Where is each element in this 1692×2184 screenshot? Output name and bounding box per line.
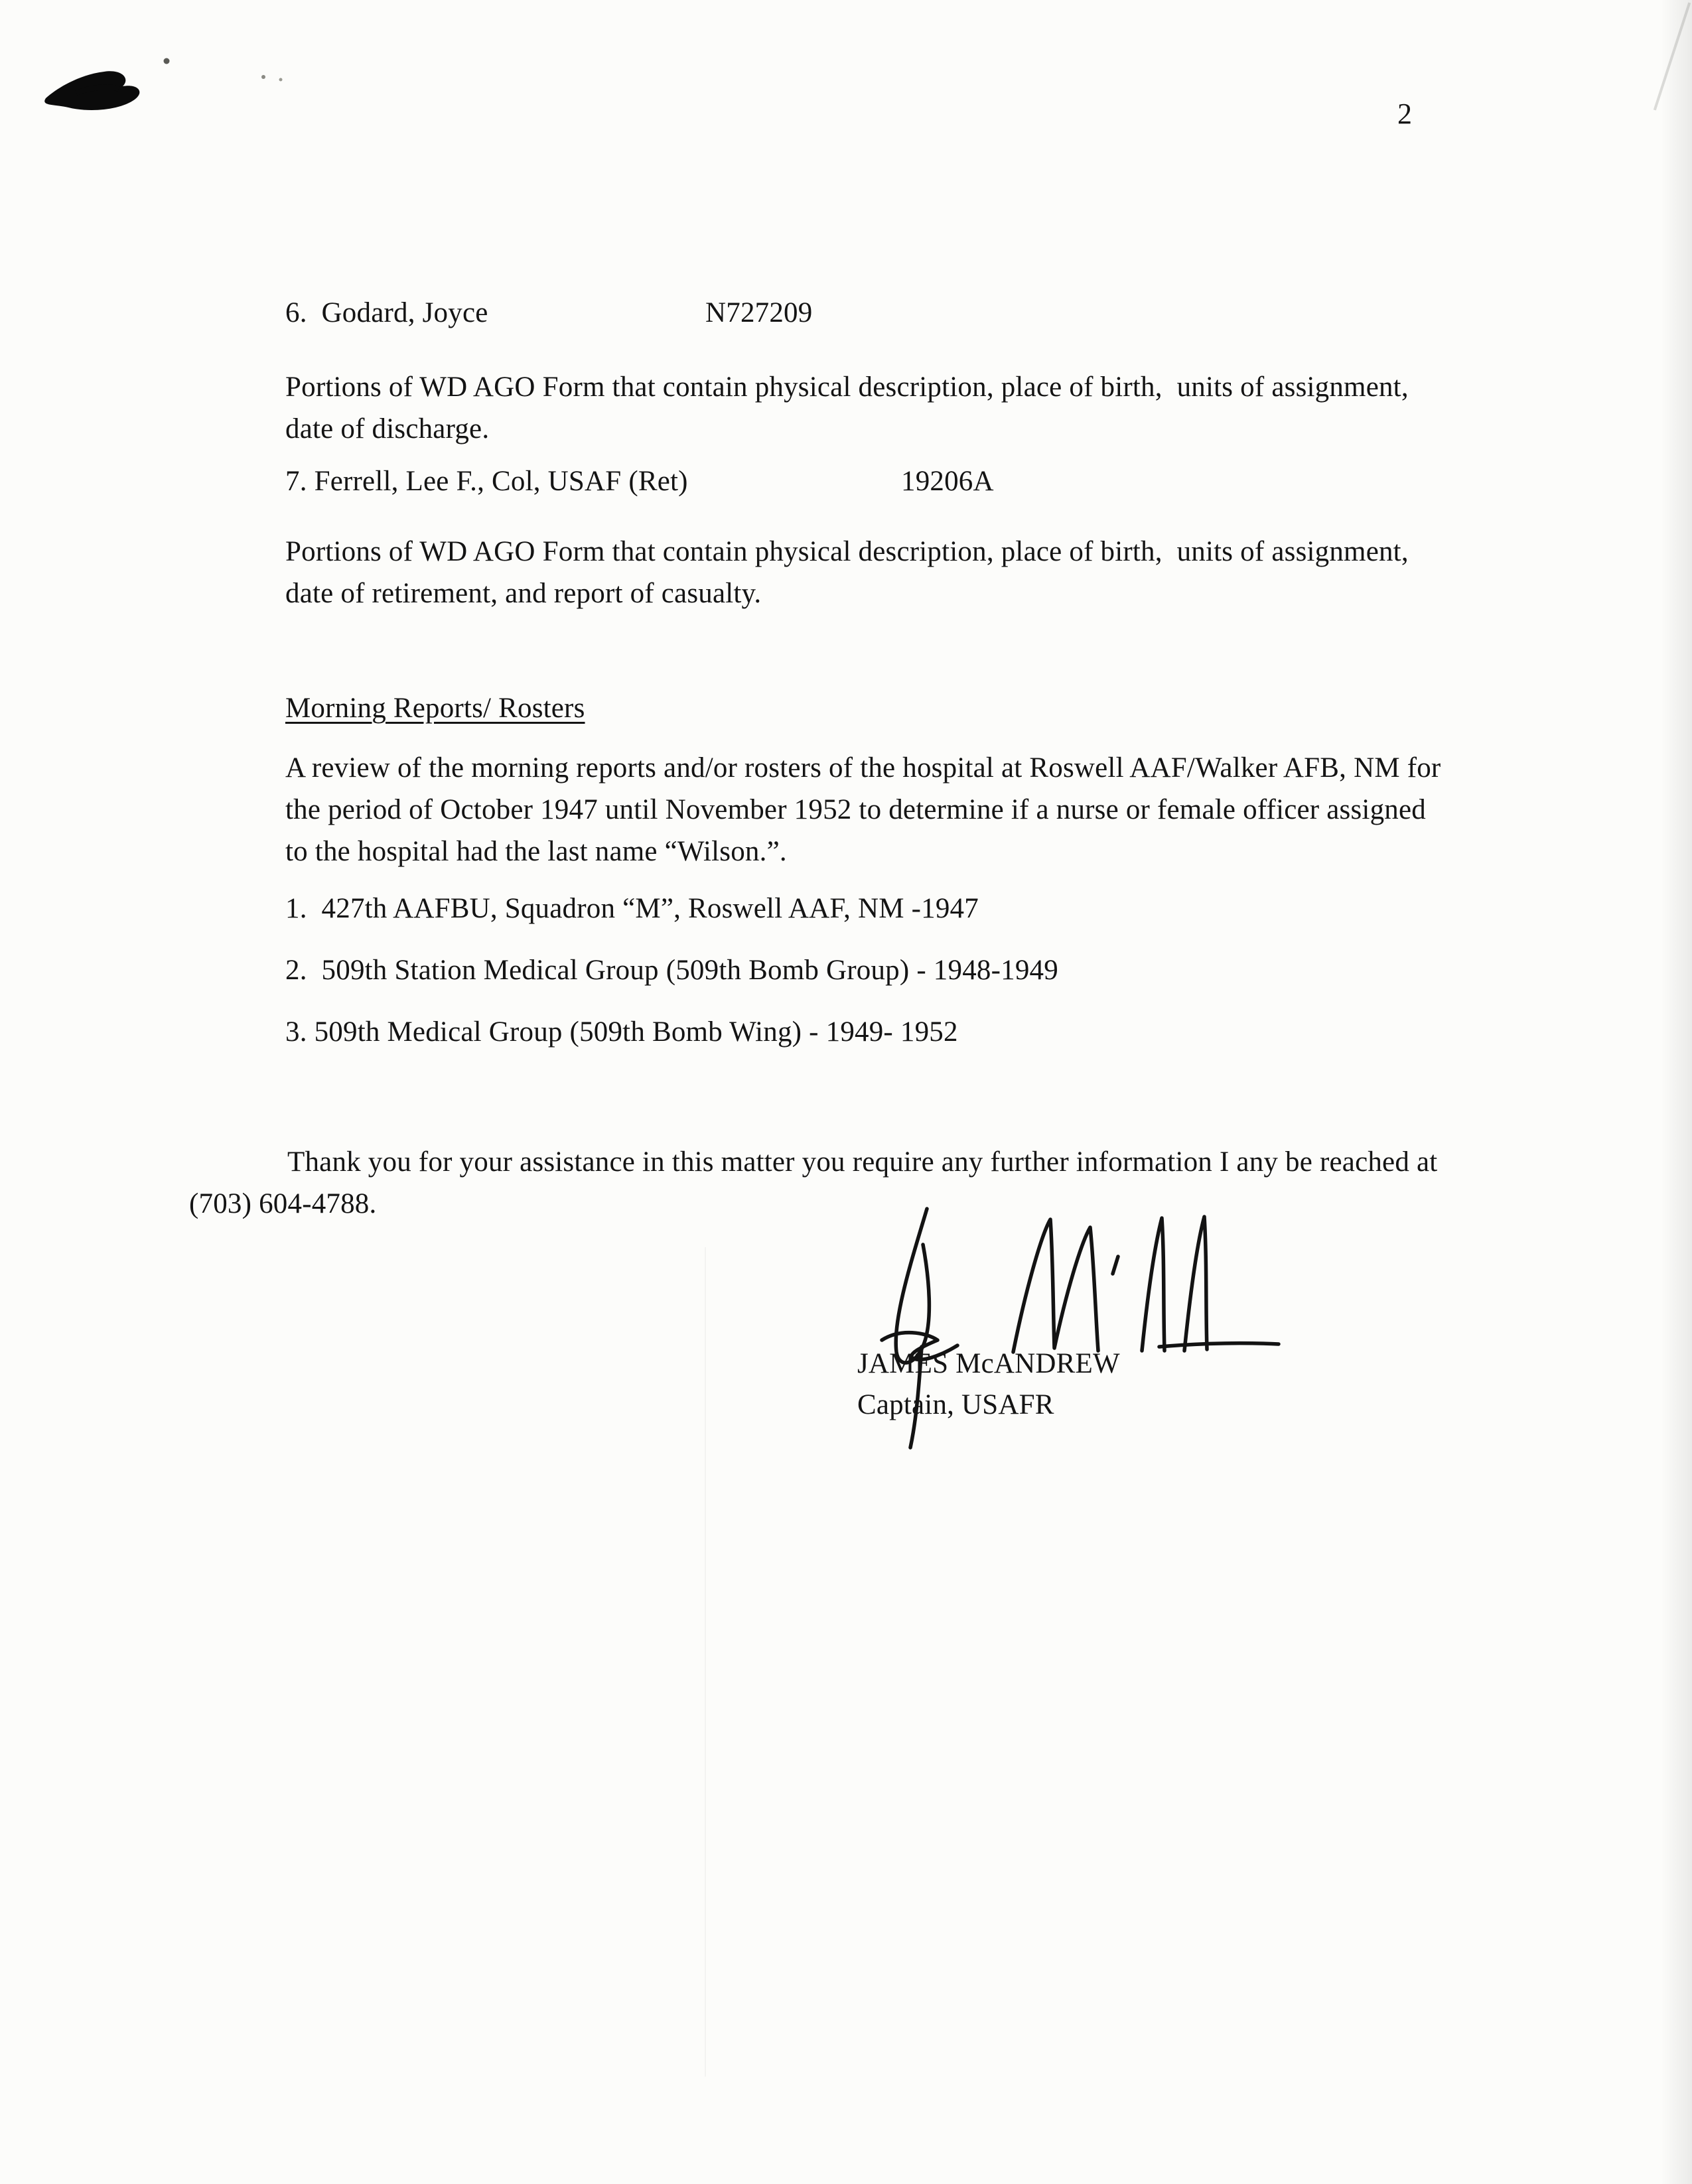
list-item-3: 3. 509th Medical Group (509th Bomb Wing) - 1949- 1952 [285, 1016, 958, 1048]
signer-name: JAMES McANDREW [857, 1348, 1120, 1379]
scan-edge-shadow [1660, 0, 1692, 2184]
entry-7-description: Portions of WD AGO Form that contain physical description, place of birth, units of assignment, date of retirement, and report of casualty. [285, 536, 1416, 609]
entry-7-label: 7. Ferrell, Lee F., Col, USAF (Ret) [285, 466, 688, 497]
entry-6-label: 6. Godard, Joyce [285, 297, 488, 328]
entry-6-serial: N727209 [705, 297, 813, 328]
section-heading: Morning Reports/ Rosters [285, 693, 585, 724]
entry-line-6 [285, 292, 1480, 334]
scan-corner-artifact [1654, 3, 1691, 111]
entry-6-description: Portions of WD AGO Form that contain physical description, place of birth, units of assignment, date of discharge. [285, 372, 1416, 444]
ink-blot [36, 46, 315, 146]
signer-title: Captain, USAFR [857, 1389, 1054, 1420]
page-number: 2 [1397, 98, 1412, 130]
list-item-1: 1. 427th AAFBU, Squadron “M”, Roswell AAF, NM -1947 [285, 893, 979, 924]
entry-line-7 [285, 460, 1480, 502]
entry-7-serial: 19206A [901, 466, 994, 497]
section-intro: A review of the morning reports and/or rosters of the hospital at Roswell AAF/Walker AFB, NM for the period of October 1947 until November 1952 to determine if a nurse or female officer assigned to the hospital had the last name “Wilson.”. [285, 752, 1448, 867]
list-item-2: 2. 509th Station Medical Group (509th Bomb Group) - 1948-1949 [285, 955, 1058, 986]
paper-crease [705, 1247, 706, 2077]
closing-paragraph: Thank you for your assistance in this matter you require any further information I any be reached at (703) 604-4788. [189, 1146, 1445, 1219]
